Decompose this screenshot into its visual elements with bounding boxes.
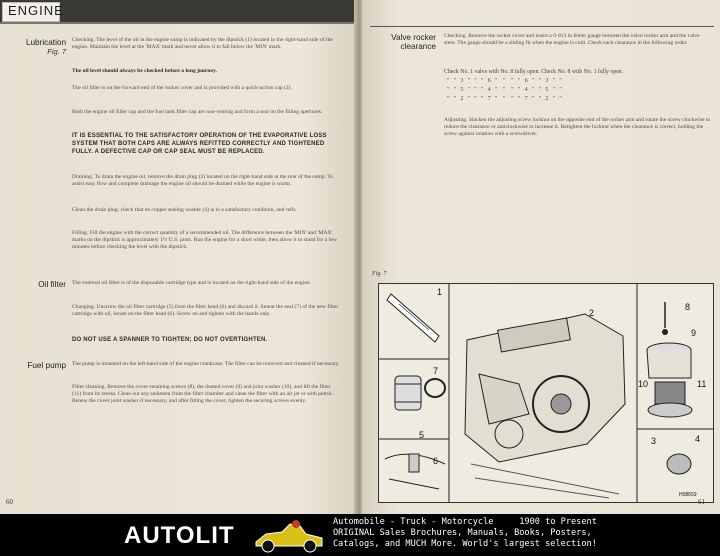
tagline-line: ORIGINAL Sales Brochures, Manuals, Books, Posters, [333,528,592,538]
left-page [0,0,356,514]
page-number-right: 61 [698,498,705,506]
callout-10: 10 [638,379,649,389]
callout-1: 1 [437,287,443,297]
banner-tagline [333,517,713,550]
page-number-left: 60 [6,498,13,506]
callout-9: 9 [691,328,697,338]
oil-filter-label: Oil filter [38,280,66,289]
right-header-rule [370,26,714,27]
figure-label: Fig. 7 [372,271,387,277]
filter-cleaning-text: Filter cleaning. Remove the cover-retaining screws (8), the domed cover (9) and joint washer (10), and lift the filter (11) from its recess. Clean out any sediment from the filter chamber and clean the filter with an air jet or with petrol. Renew the cover joint washer if necessary, and after fitting the cover, tighten the securing screws evenly. [72,384,333,405]
lubrication-filler: The oil filler is on the forward end of the rocker cover and is provided with a quick-action cap (2). [72,85,292,91]
clearance-order-row: " " 2 " " " 7 " " " " 7 " " 2 " " [444,96,562,102]
clearance-order-row: Check No. 1 valve with No. 8 fully open. Check No. 8 with No. 1 fully open. [444,69,624,75]
clearance-order-row: " " 5 " " " 4 " " " " 4 " " 5 " " [444,87,562,93]
callout-3: 3 [651,436,657,446]
callout-11: 11 [697,379,707,389]
callout-7: 7 [433,366,439,376]
autolit-logo: AUTOLIT [124,522,235,549]
clearance-order-row: " " 3 " " " 6 " " " " 6 " " 3 " " [444,78,562,84]
valve-adjusting: Adjusting. Slacken the adjusting screw locknut on the opposite end of the rocker arm and rotate the screw clockwise to reduce the clearance or anticlockwise to increase it. Retighten the locknut when the clearance is correct, holding the screw against rotation with a screwdriver. [444,117,711,138]
valve-heading [370,33,436,51]
section-title: ENGINE [8,3,64,18]
lubrication-fig-ref: Fig. 7 [47,47,66,56]
callout-8: 8 [685,302,691,312]
valve-checking: Checking. Remove the rocker cover and insert a 0·013 in feeler gauge between the valve rocker arm and the valve stem. The gauge should be a sliding fit when the engine is cold. Check each clearance in the following order. [444,33,700,47]
filling-text: Filling. Fill the engine with the correct quantity of a recommended oil. The difference between the 'MIN' and 'MAX' marks on the dipstick is approximately 1½ U.S. pints. Run the engine for a short while, then allow it to stand for a few minutes before checking the level with the dipstick. [72,230,338,251]
callout-2: 2 [589,308,595,318]
lubrication-check-note: The oil level should always be checked before a long journey. [72,68,217,74]
engine-illustration [379,284,713,502]
draining-text: Draining. To drain the engine oil, remove the drain plug (3) located on the right-hand side at the rear of the sump. To assist easy flow and complete drainage the engine oil should be drained while the engine is warm. [72,174,334,188]
right-page [362,0,720,514]
lubrication-caps-note: Both the engine oil filler cap and the fuel tank filler cap are non-venting and form a seal on the filling apertures. [72,109,323,115]
figure-reference: H08659 [679,492,697,498]
callout-4: 4 [695,434,701,444]
tagline-line: Automobile - Truck - Motorcycle 1900 to Present [333,517,597,527]
engine-figure [378,283,714,503]
evaporative-warning: IT IS ESSENTIAL TO THE SATISFACTORY OPERATION OF THE EVAPORATIVE LOSS SYSTEM THAT BOTH CAPS ARE ALWAYS REFITTED CORRECTLY AND TIGHTENED FULLY. A DEFECTIVE CAP OR CAP SEAL MUST BE REPLACED. [72,133,327,155]
lubrication-checking: Checking. The level of the oil in the engine sump is indicated by the dipstick (1) located in the right-hand side of the engine. Maintain the level at the 'MAX' mark and never allow it to fall below the 'MIN' mark. [72,37,333,51]
roadster-car-icon [252,518,326,554]
lubrication-label: Lubrication [25,38,66,47]
oil-filter-changing: Changing. Unscrew the oil filter cartridge (5) from the filter head (6) and discard it. Smear the seal (7) of the new filter cartridge with oil, locate on the filter head (6). Screw on and tighten with the hands only. [72,304,339,318]
spanner-warning: DO NOT USE A SPANNER TO TIGHTEN; DO NOT OVERTIGHTEN. [72,337,268,343]
valve-label-line1: Valve rocker [391,33,436,42]
oil-filter-text: The external oil filter is of the disposable cartridge type and is located on the right-hand side of the engine. [72,280,311,286]
fuel-pump-text: The pump is mounted on the left-hand side of the engine crankcase. The filter can be removed and cleaned if necessary. [72,361,340,367]
fuel-pump-label: Fuel pump [27,361,66,370]
valve-label-line2: clearance [400,42,436,51]
header-rule [0,22,356,24]
callout-5: 5 [419,430,425,440]
callout-6: 6 [433,456,439,466]
tagline-line: Catalogs, and MUCH More. World's largest selection! [333,539,597,549]
lubrication-heading [8,38,66,56]
drain-plug-text: Clean the drain plug; check that its copper sealing washer (4) is in a satisfactory condition, and refit. [72,207,297,213]
